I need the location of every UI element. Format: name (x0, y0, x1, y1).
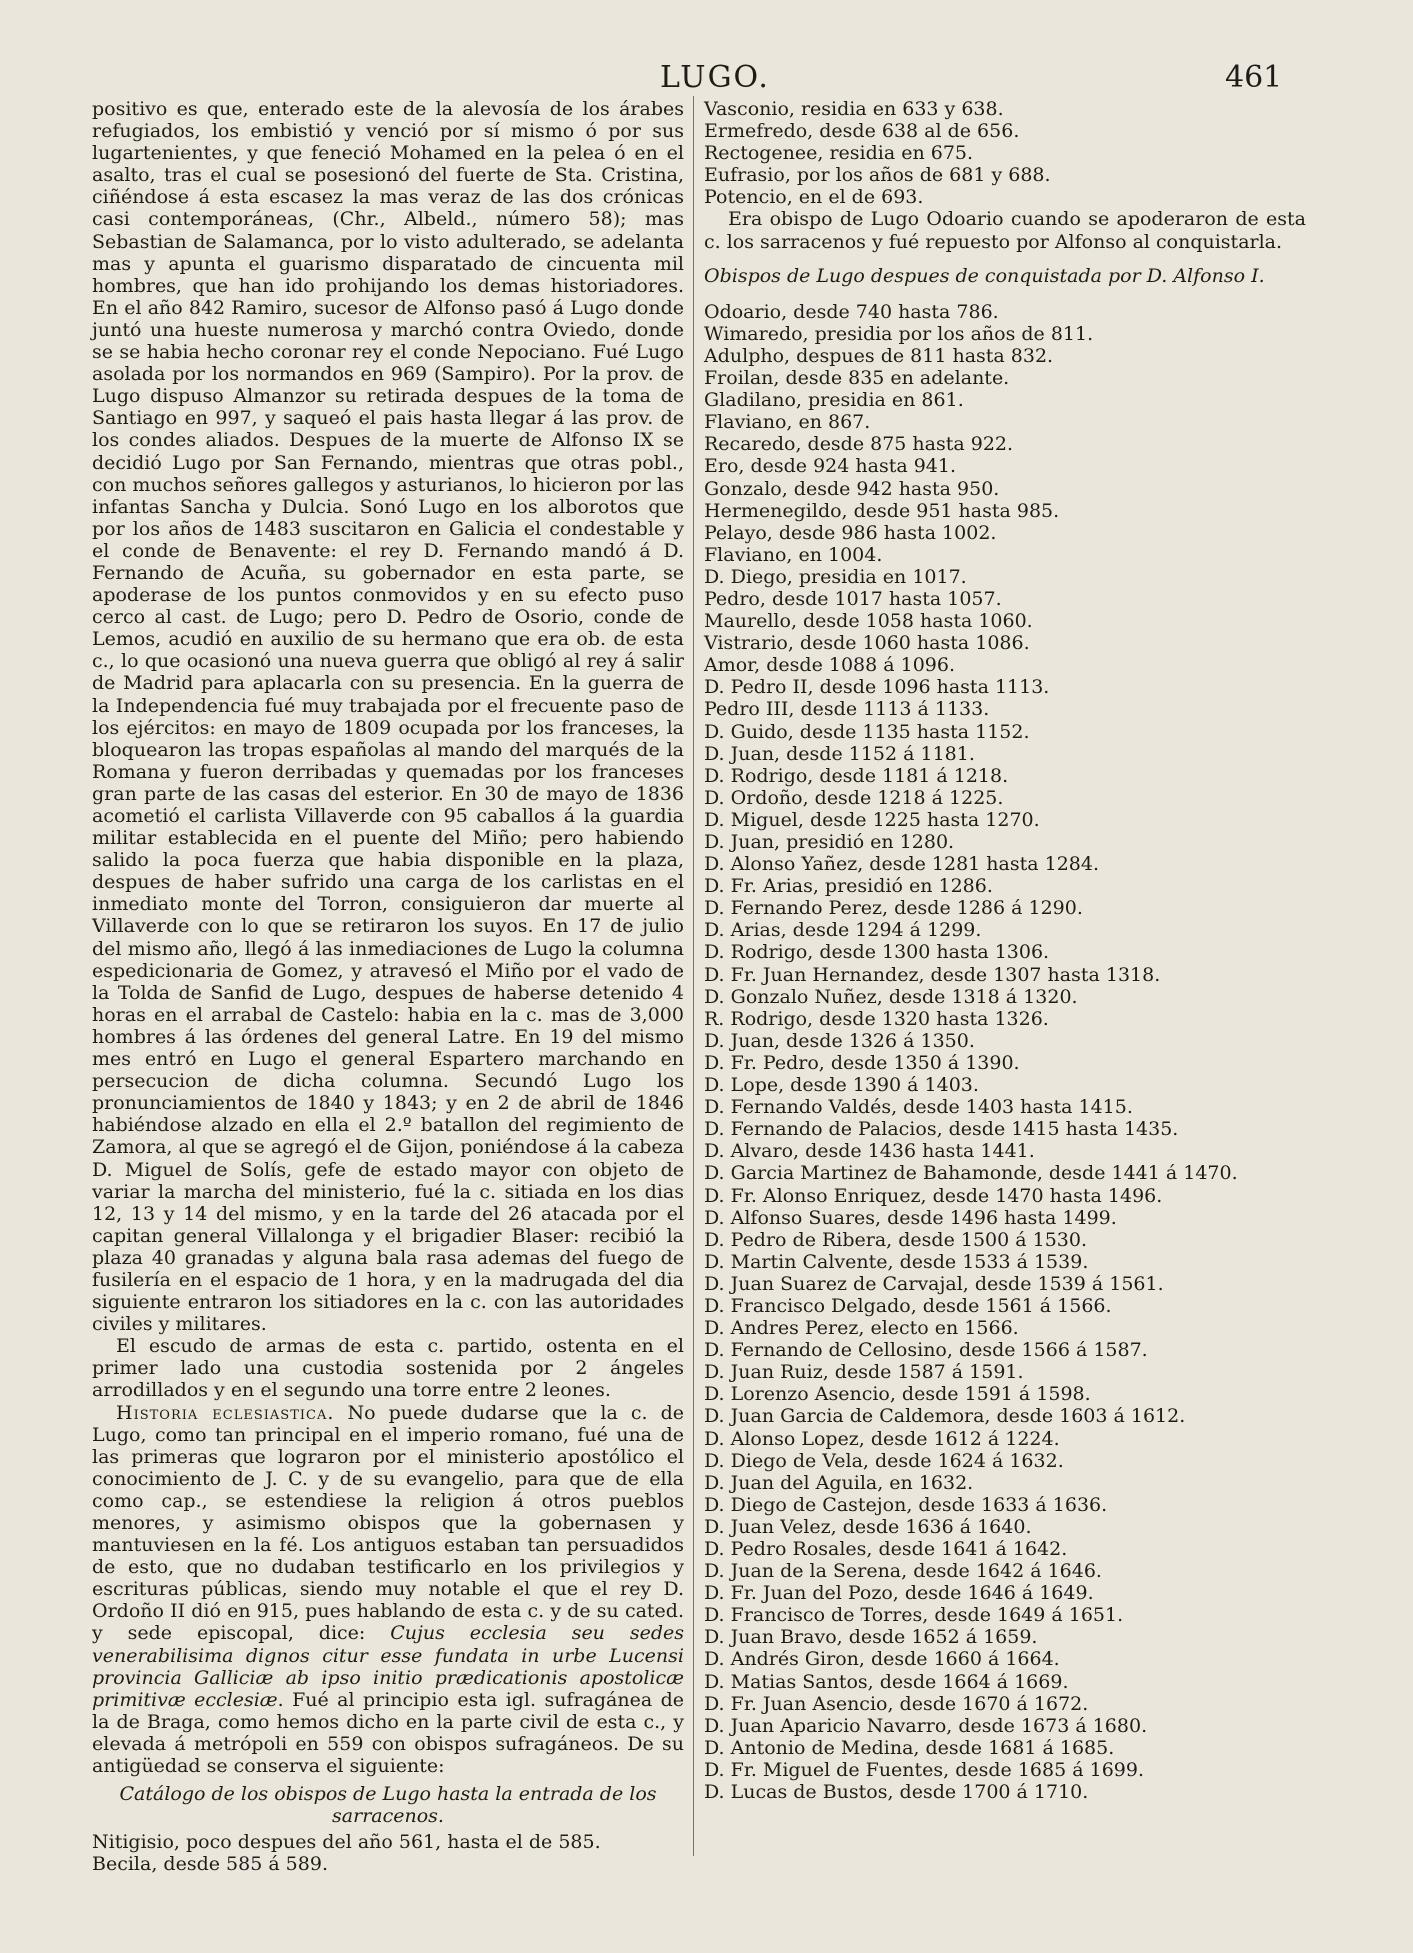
ecclesiastical-text-2: . Fué al principio esta igl. sufragánea de la de Braga, como hemos dicho en la parte civil de esta c., y elevada á metrópoli en 559 con obispos sufragáneos. De su antigüedad se conserva el siguiente: (92, 1688, 684, 1778)
bishop-entry: D. Fr. Juan Hernandez, desde 1307 hasta 1318. (704, 963, 1161, 986)
bishop-entry: D. Fr. Arias, presidió en 1286. (704, 875, 993, 898)
bishop-entry: D. Juan de la Serena, desde 1642 á 1646. (704, 1560, 1102, 1583)
bishop-entry: D. Fernando de Cellosino, desde 1566 á 1587. (704, 1339, 1148, 1362)
bishop-entry: Amor, desde 1088 á 1096. (704, 654, 956, 677)
bishop-entry: Maurello, desde 1058 hasta 1060. (704, 610, 1033, 633)
bishop-entry: D. Juan, presidió en 1280. (704, 831, 955, 853)
bishop-entry: D. Arias, desde 1294 á 1299. (704, 919, 982, 942)
bishop-entry: Ero, desde 924 hasta 941. (704, 455, 957, 478)
bishop-entry: D. Juan Aparicio Navarro, desde 1673 á 1680. (704, 1714, 1148, 1737)
section-heading-ecclesiastical: Historia eclesiastica. (116, 1401, 335, 1424)
catalog-heading: Catálogo de los obispos de Lugo hasta la entrada de los sarracenos. (119, 1783, 657, 1828)
ecclesiastical-text-1: No puede dudarse que la c. de Lugo, como tan principal en el imperio romano, fué una de las primeras que lograron por el ministerio apostólico el conocimiento de J. C. y de su evangelio, para que de ella como cap., se estendiese la religion á otros pueblos menores, y asimismo obispos que la gobernasen y mantuviesen en la fé. Los antiguos estaban tan persuadidos de esto, que no dudaban testificarlo en los privilegios y escrituras públicas, siendo muy notable el que el rey D. Ordoño II dió en 915, pues hablando de esta c. y de su cated. y sede episcopal, dice: (92, 1401, 684, 1645)
early-bishops-list (704, 98, 1306, 208)
catalog-entry: Nitigisio, poco despues del año 561, hasta el de 585. (92, 1831, 601, 1854)
running-header-title: LUGO. (660, 60, 770, 95)
bishops-section-heading: Obispos de Lugo despues de conquistada por D. Alfonso I. (704, 264, 1265, 287)
bishop-entry: D. Fr. Juan del Pozo, desde 1646 á 1649. (704, 1582, 1094, 1605)
bishop-entry: D. Alvaro, desde 1436 hasta 1441. (704, 1140, 1035, 1163)
right-column (704, 98, 1306, 1803)
bishop-entry: D. Juan, desde 1152 á 1181. (704, 742, 975, 765)
bishop-entry: Pedro III, desde 1113 á 1133. (704, 698, 990, 721)
bishop-entry: D. Juan Velez, desde 1636 á 1640. (704, 1515, 1032, 1538)
bishop-entry: D. Andrés Giron, desde 1660 á 1664. (704, 1648, 1060, 1671)
bishop-entry: D. Fr. Miguel de Fuentes, desde 1685 á 1699. (704, 1758, 1144, 1781)
bishop-entry: Wimaredo, presidia por los años de 811. (704, 322, 1094, 345)
bishop-entry: D. Fr. Juan Asencio, desde 1670 á 1672. (704, 1692, 1089, 1715)
bishop-entry: D. Alfonso Suares, desde 1496 hasta 1499. (704, 1206, 1117, 1229)
bishop-entry: D. Francisco Delgado, desde 1561 á 1566. (704, 1294, 1112, 1317)
bishop-entry: D. Diego de Vela, desde 1624 á 1632. (704, 1449, 1064, 1472)
bishop-entry: D. Francisco de Torres, desde 1649 á 1651. (704, 1604, 1124, 1627)
bishop-entry: D. Andres Perez, electo en 1566. (704, 1317, 1019, 1340)
left-column (92, 98, 684, 1875)
bishop-entry: Adulpho, despues de 811 hasta 832. (704, 344, 1054, 367)
bishop-entry: D. Pedro II, desde 1096 hasta 1113. (704, 676, 1050, 699)
bishop-entry: Recaredo, desde 875 hasta 922. (704, 433, 1014, 456)
ecclesiastical-history-paragraph (92, 1402, 684, 1778)
bishop-entry: Gladilano, presidia en 861. (704, 389, 964, 412)
bishop-entry: D. Rodrigo, desde 1300 hasta 1306. (704, 941, 1050, 964)
bishop-entry: D. Lucas de Bustos, desde 1700 á 1710. (704, 1781, 1089, 1804)
bishop-entry: D. Alonso Lopez, desde 1612 á 1224. (704, 1427, 1060, 1450)
bishop-entry: Pelayo, desde 986 hasta 1002. (704, 521, 997, 544)
catalog-entry: Becila, desde 585 á 589. (92, 1853, 328, 1876)
bishop-entry: D. Diego, presidia en 1017. (704, 565, 967, 588)
odoario-paragraph: Era obispo de Lugo Odoario cuando se apoderaron de esta c. los sarracenos y fué repuesto por Alfonso al conquistarla. (704, 208, 1306, 253)
bishop-entry: D. Juan del Aguila, en 1632. (704, 1471, 974, 1494)
bishop-entry: D. Antonio de Medina, desde 1681 á 1685. (704, 1736, 1115, 1759)
bishop-entry: Flaviano, en 867. (704, 411, 871, 434)
bishop-entry: D. Rodrigo, desde 1181 á 1218. (704, 764, 1009, 787)
bishop-entry: Hermenegildo, desde 951 hasta 985. (704, 499, 1060, 522)
bishop-entry: D. Juan Garcia de Caldemora, desde 1603 á 1612. (704, 1405, 1186, 1428)
bishop-entry: Flaviano, en 1004. (704, 543, 883, 566)
bishop-entry: D. Juan Ruiz, desde 1587 á 1591. (704, 1361, 1024, 1384)
bishop-entry: D. Matias Santos, desde 1664 á 1669. (704, 1670, 1069, 1693)
bishop-entry: Gonzalo, desde 942 hasta 950. (704, 477, 1000, 500)
bishop-entry: D. Fernando de Palacios, desde 1415 hasta 1435. (704, 1118, 1179, 1141)
bishop-entry: D. Gonzalo Nuñez, desde 1318 á 1320. (704, 985, 1078, 1008)
bishop-entry: D. Pedro de Ribera, desde 1500 á 1530. (704, 1228, 1088, 1251)
bishops-list (704, 301, 1306, 1803)
bishop-entry: D. Fernando Perez, desde 1286 á 1290. (704, 897, 1083, 920)
bishop-entry: Potencio, en el de 693. (704, 186, 924, 209)
bishop-entry: Vasconio, residia en 633 y 638. (704, 98, 1004, 120)
bishop-entry: D. Pedro Rosales, desde 1641 á 1642. (704, 1538, 1068, 1560)
latin-quote: Cujus ecclesia seu sedes venerabilisima dignos citur esse fundata in urbe Lucensi provincia Galliciæ ab ipso initio prædicationis apostolicæ primitivæ ecclesiæ (92, 1622, 684, 1711)
bishop-entry: D. Ordoño, desde 1218 á 1225. (704, 786, 1004, 809)
bishop-entry: Rectogenee, residia en 675. (704, 142, 974, 165)
bishop-entry: Froilan, desde 835 en adelante. (704, 367, 1010, 390)
bishop-entry: Odoario, desde 740 hasta 786. (704, 300, 999, 323)
bishop-entry: D. Garcia Martinez de Bahamonde, desde 1441 á 1470. (704, 1162, 1238, 1185)
bishop-entry: D. Lorenzo Asencio, desde 1591 á 1598. (704, 1383, 1091, 1406)
column-divider (693, 96, 694, 1856)
bishop-entry: D. Juan, desde 1326 á 1350. (704, 1029, 975, 1052)
bishop-entry: Pedro, desde 1017 hasta 1057. (704, 587, 1002, 610)
bishop-entry: D. Fernando Valdés, desde 1403 hasta 1415. (704, 1096, 1133, 1119)
coat-of-arms-paragraph: El escudo de armas de esta c. partido, ostenta en el primer lado una custodia sostenida por 2 ángeles arrodillados y en el segundo una torre entre 2 leones. (92, 1335, 684, 1402)
bishop-entry: D. Guido, desde 1135 hasta 1152. (704, 720, 1030, 743)
bishop-entry: D. Juan Bravo, desde 1652 á 1659. (704, 1626, 1038, 1649)
bishop-entry: Eufrasio, por los años de 681 y 688. (704, 164, 1051, 187)
bishop-entry: R. Rodrigo, desde 1320 hasta 1326. (704, 1007, 1049, 1030)
bishop-entry: D. Alonso Yañez, desde 1281 hasta 1284. (704, 853, 1100, 876)
bishop-entry: D. Miguel, desde 1225 hasta 1270. (704, 808, 1040, 831)
bishop-entry: D. Fr. Pedro, desde 1350 á 1390. (704, 1051, 1020, 1074)
bishop-entry: Ermefredo, desde 638 al de 656. (704, 120, 1020, 143)
bishop-entry: D. Martin Calvente, desde 1533 á 1539. (704, 1250, 1089, 1273)
bishop-entry: D. Lope, desde 1390 á 1403. (704, 1074, 979, 1097)
history-paragraph: positivo es que, enterado este de la alevosía de los árabes refugiados, los embistió y venció por sí mismo ó por sus lugartenientes, y que feneció Mohamed en la pelea ó en el asalto, tras el cual se posesionó del fuerte de Sta. Cristina, ciñéndose á esta escasez la mas veraz de las dos crónicas casi contemporáneas, (Chr., Albeld., número 58); mas Sebastian de Salamanca, por lo visto adulterado, se adelanta mas y apunta el guarismo disparatado de cincuenta mil hombres, que han ido prohijando los demas historiadores. En el año 842 Ramiro, sucesor de Alfonso pasó á Lugo donde juntó una hueste numerosa y marchó contra Oviedo, donde se se habia hecho coronar rey el conde Nepociano. Fué Lugo asolada por los normandos en 969 (Sampiro). Por la prov. de Lugo dispuso Almanzor su retirada despues de la toma de Santiago en 997, y saqueó el pais hasta llegar á las prov. de los condes aliados. Despues de la muerte de Alfonso IX se decidió Lugo por San Fernando, mientras que otras pobl., con muchos señores gallegos y asturianos, lo hicieron por las infantas Sancha y Dulcia. Sonó Lugo en los alborotos que por los años de 1483 suscitaron en Galicia el condestable y el conde de Benavente: el rey D. Fernando mandó á D. Fernando de Acuña, su gobernador en esta parte, se apoderase de los puntos conmovidos y en su efecto puso cerco al cast. de Lugo; pero D. Pedro de Osorio, conde de Lemos, acudió en auxilio de su hermano que era ob. de esta c., lo que ocasionó una nueva guerra que obligó al rey á salir de Madrid para aplacarla con su presencia. En la guerra de la Independencia fué muy trabajada por el frecuente paso de los ejércitos: en mayo de 1809 ocupada por los franceses, la bloquearon las tropas españolas al mando del marqués de la Romana y fueron derribadas y quemadas por los franceses gran parte de las casas del esterior. En 30 de mayo de 1836 acometió el carlista Villaverde con 95 caballos á la guardia militar establecida en el puente del Miño; pero habiendo salido la poca fuerza que habia disponible en la plaza, despues de haber sufrido una carga de los carlistas en el inmediato monte del Torron, consiguieron dar muerte al Villaverde con lo que se retiraron los suyos. En 17 de julio del mismo año, llegó á las inmediaciones de Lugo la columna espedicionaria de Gomez, y atravesó el Miño por el vado de la Tolda de Sanfid de Lugo, despues de haberse detenido 4 horas en el arrabal de Castelo: habia en la c. mas de 3,000 hombres á las órdenes del general Latre. En 19 del mismo mes entró en Lugo el general Espartero marchando en persecucion de dicha columna. Secundó Lugo los pronunciamientos de 1840 y 1843; y en 2 de abril de 1846 habiéndose alzado en ella el 2.º batallon del regimiento de Zamora, al que se agregó el de Gijon, poniéndose á la cabeza D. Miguel de Solís, gefe de estado mayor con objeto de variar la marcha del ministerio, fué la c. sitiada en los dias 12, 13 y 14 del mismo, y en la tarde del 26 atacada por el capitan general Villalonga y el brigadier Blaser: recibió la plaza 40 granadas y alguna bala rasa ademas del fuego de fusilería en el espacio de 1 hora, y en la madrugada del dia siguiente entraron los sitiadores en la c. con las autoridades civiles y militares. (92, 98, 685, 1336)
bishop-entry: Vistrario, desde 1060 hasta 1086. (704, 632, 1030, 655)
bishop-entry: D. Fr. Alonso Enriquez, desde 1470 hasta 1496. (704, 1184, 1163, 1207)
page-number: 461 (1225, 60, 1283, 95)
bishop-entry: D. Juan Suarez de Carvajal, desde 1539 á 1561. (704, 1272, 1164, 1295)
bishop-entry: D. Diego de Castejon, desde 1633 á 1636. (704, 1493, 1108, 1516)
